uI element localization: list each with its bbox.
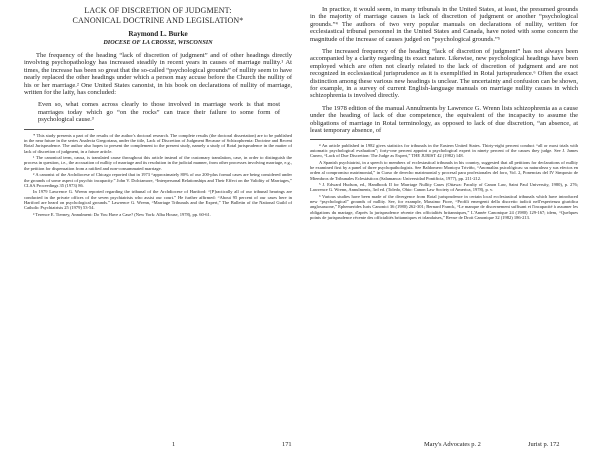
block-quote: Even so, what comes across clearly to those involved in marriage work is that most marriages today which go “on the rocks” can trace their failure to some form of psychological cause.³ — [38, 101, 280, 124]
author-affiliation: DIOCESE OF LA CROSSE, WISCONSIN — [103, 39, 213, 46]
article-title-line2: CANONICAL DOCTRINE AND LEGISLATION* — [72, 16, 244, 25]
footnote-5: ⁵ J. Edward Hudson, ed., Handbook II for Marriage Nullity Cases (Ottawa: Faculty of Canon Law, Saint Paul University, 1980), p. 276; Lawrence G. Wrenn, Annulments, 3rd ed. (Toledo, Ohio: Canon Law Society of America, 1978), p. v. — [310, 181, 578, 193]
author-name: Raymond L. Burke — [128, 30, 188, 38]
footnote-divider — [24, 129, 94, 130]
right-journal-page: Jurist p. 172 — [528, 441, 560, 448]
right-paragraph-3: The 1978 edition of the manual Annulments by Lawrence G. Wrenn lists schizophrenia as a cause under the heading of lack of due competence, the equivalent of the incapacity to assume the obligations of marriage in Rotal terminology, as opposed to lack of due discretion, “an absence, at least temporary absence, of — [310, 104, 578, 135]
right-page — [310, 6, 578, 221]
left-page-number: 1 — [172, 441, 176, 448]
footnote-star: * This study presents a part of the results of the author's doctoral research. The complete results (the doctoral dissertation) are to be published in the near future in the series Analecta Gregoriana, under the title, Lack of Discretion of Judgment Because of Schizophrenia: Doctrine and Recent Rotal Jurisprudence. The author also hopes to present the complement to the present study, namely a study of Rotal jurisprudence in the matter of lack of discretion of judgment, in a future article. — [24, 132, 292, 154]
left-journal-page: 171 — [282, 441, 292, 448]
right-paragraph-2: The increased frequency of the heading “lack of discretion of judgment” has not always been accompanied by a clarity regarding its exact nature. Likewise, new psychological headings have been employed which are often not clearly related to the lack of discretion of judgment and are not recognized in ecclesiastical jurisprudence as it is exemplified in Rotal jurisprudence.⁶ Often the exact distinction among these various new headings is unclear. The uncertainty and confusion can be shown, for example, in a survey of current English-language manuals on marriage nullity causes in which schizophrenia is involved directly. — [310, 48, 578, 100]
footnote-4-continued: A Spanish psychiatrist, in a speech to members of ecclesiastical tribunals in his country, suggested that all petitions for declarations of nullity be examined first by a panel of three psychopathologists. See Baldomero Montoya Triviño, “Anomalías psicológicas: su naturaleza y sus efectos en orden al compromiso matrimonial,” in Curso de derecho matrimonial y procesal para profesionales del foro, Vol. 2, Ponencias del IV Simposio de Miembros de Tribunales Eclesiásticos (Salamanca: Universidad Pontificia, 1977), pp. 211-212. — [310, 159, 578, 181]
footnote-3: ³ Terence E. Tierney, Annulment: Do You Have a Case? (New York: Alba House, 1978), pp. 60-61. — [33, 211, 211, 217]
footnote-6: ⁶ Various studies have been made of the divergence from Rotal jurisprudence in certain local ecclesiastical tribunals which have introduced new “psychological” grounds of nullity. See, for example, Massimo Fiore, “Profili emergenti della discretio iudicii nell'esperienza giuridica anglosassone,” Ephemerides Iuris Canonici 36 (1980) 262-301; Bernard Franck, “Le manque de discernement suffisant et l'incapacité à assumer les obligations du mariage, d'après la jurisprudence récente des officialités britanniques,” L'Année Canonique 24 (1980) 129-167; idem, “Quelques points de jurisprudence récente des officialités britanniques et irlandaises,” Revue de Droit Canonique 32 (1982) 186-213. — [310, 193, 578, 221]
footnote-2-continued: In 1979 Lawrence G. Wrenn reported regarding the tribunal of the Archdiocese of Hartford: “[P]ractically all of our tribunal hearings are conducted in the private offices of the seven psychiatrists who assist our court.” He further affirmed: “About 95 percent of our cases here in Hartford are heard on psychological grounds.” Lawrence G. Wrenn, “Marriage Tribunals and the Expert,” The Bulletin of the National Guild of Catholic Psychiatrists 25 (1979) 53-54. — [24, 189, 292, 211]
footnote-1: ¹ The canonical term, causa, is translated cause throughout this article instead of the customary translation, case, in order to distinguish the process in question, i.e., the accusation of nullity of marriage and its resolution in the judicial manner, from other processes involving marriage, e.g., the petition for dispensation from a ratified and non-consummated marriage. — [24, 155, 292, 171]
right-paragraph-1: In practice, it would seem, in many tribunals in the United States, at least, the presumed grounds in the majority of marriage causes is lack of discretion of judgment or another “psychological grounds.”⁴ The authors of two very popular manuals on declarations of nullity, written for ecclesiastical tribunal personnel in the United States and Canada, have noted with some concern the magnitude of the increase of causes judged on “psychological grounds.”⁵ — [310, 6, 578, 43]
article-title-line1: LACK OF DISCRETION OF JUDGMENT: — [84, 6, 232, 15]
left-page — [24, 6, 292, 218]
footnote-divider — [310, 139, 380, 140]
footnote-4: ⁴ An article published in 1982 gives statistics for tribunals in the Eastern United States. Thirty-eight percent conduct “all or most trials with automatic psychological evaluation”; forty-one percent appoint a psychological expert in ninety percent of the causes they judge. See J. James Cuneo, “Lack of Due Discretion: The Judge as Expert,” THE JURIST 42 (1982) 148. — [310, 142, 578, 159]
footnote-2: ² A canonist of the Archdiocese of Chicago reported that in 1973 “approximately 80% of our 200-plus formal cases are being considered under the grounds of some aspect of psychic incapacity.” John V. Dolciamore, “Interpersonal Relationships and Their Effect on the Validity of Marriages,” CLSA Proceedings 35 (1973) 86. — [24, 172, 292, 188]
right-source-label: Mary's Advocates p. 2 — [424, 441, 481, 448]
left-paragraph-1: The frequency of the heading “lack of discretion of judgment” and of other headings directly involving psychopathology has increased steadily in recent years in causes of marriage nullity.¹ At times, the increase has been so great that the so-called “psychological grounds” of nullity seem to have nearly replaced the other headings under which a person may accuse before the Church the nullity of his or her marriage.² One United States canonist, in his book on declarations of nullity of marriage, written for the laity, has concluded: — [24, 52, 292, 97]
